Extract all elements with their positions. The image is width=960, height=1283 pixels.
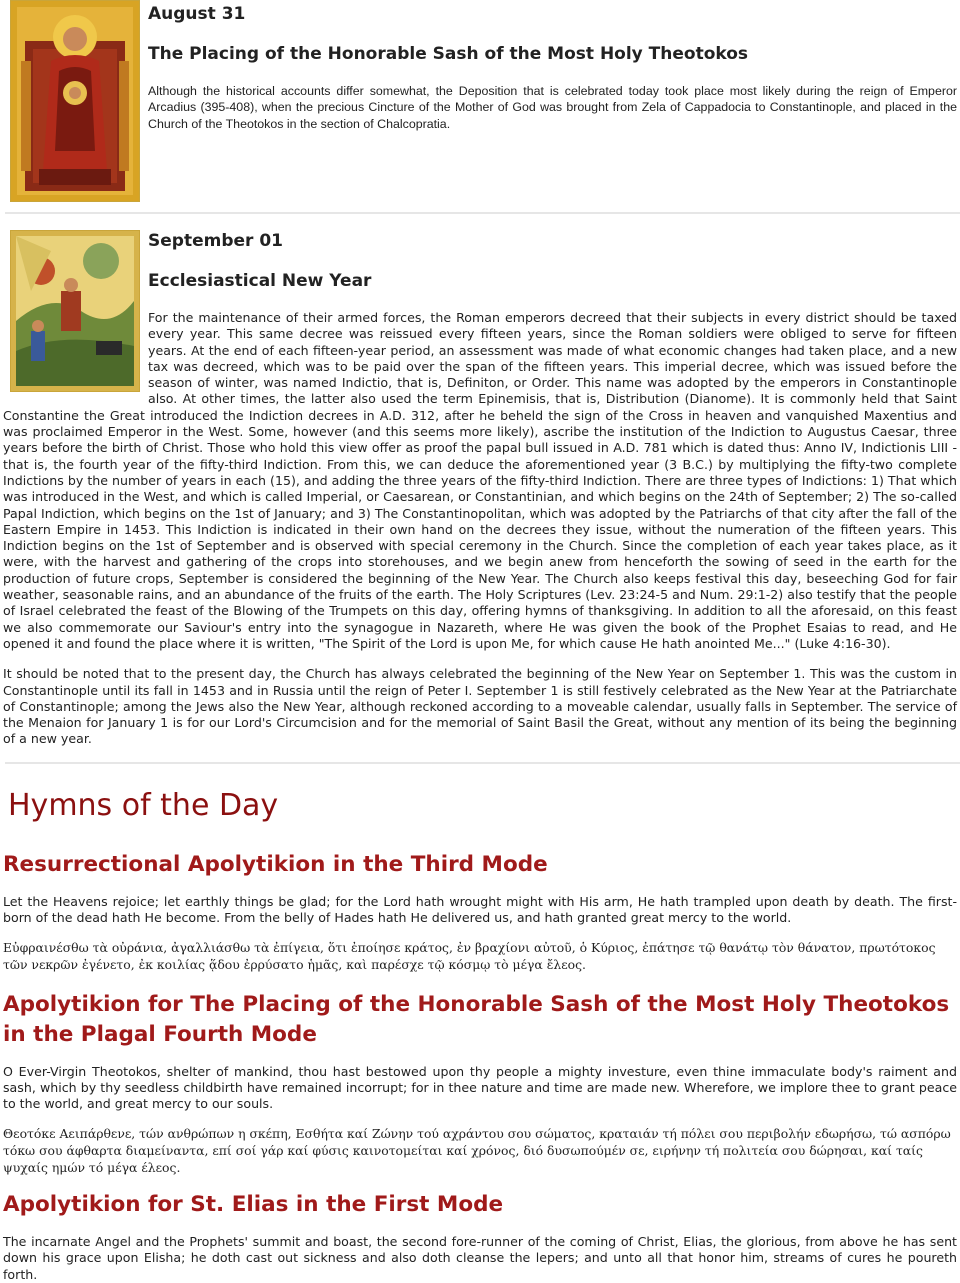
hymn-block (0, 1190, 960, 1283)
hymn-english-text: O Ever-Virgin Theotokos, shelter of mankind, thou hast bestowed upon thy people a mighty investure, even thine immaculate body's raiment and sash, which by thy seedless childbirth have remained incorrupt; for in thee nature and time are made new. Wherefore, we implore thee to grant peace to the world, and great mercy to our souls. (3, 1063, 957, 1112)
hymn-title: Apolytikion for The Placing of the Honorable Sash of the Most Holy Theotokos in the Plagal Fourth Mode (3, 991, 950, 1047)
entry-title: The Placing of the Honorable Sash of the Most Holy Theotokos (148, 44, 749, 64)
theotokos-enthroned-icon (11, 1, 139, 201)
entry-date: September 01 (148, 231, 283, 251)
entry-paragraph: It should be noted that to the present day, the Church has always celebrated the beginning of the New Year on September 1. This was the custom in Constantinople until its fall in 1453 and in Russia until the reign of Peter I. September 1 is still festively celebrated as the New Year at the Patriarchate of Constantinople; among the Jews also the New Year, although reckoned according to a moveable calendar, usually falls in September. The service of the Menaion for January 1 is for our Lord's Circumcision and for the memorial of Saint Basil the Great, without any mention of its being the beginning of a new year. (3, 666, 957, 747)
hymns-section (0, 788, 960, 1283)
entry-date: August 31 (148, 4, 246, 24)
harvest-scene-icon (11, 231, 139, 391)
hymn-block (0, 990, 960, 1177)
entry-september-01 (0, 214, 960, 748)
hymn-english-text: The incarnate Angel and the Prophets' summit and boast, the second fore-runner of the coming of Christ, Elias, the glorious, from above he has sent down his grace upon Elisha; he doth cast out sickness and also doth cleanse the lepers; and unto all that honor him, streams of cures he poureth forth. (3, 1234, 957, 1282)
hymn-title: Apolytikion for St. Elias in the First Mode (3, 1192, 504, 1218)
separator (5, 762, 960, 764)
entry-august-31 (0, 0, 960, 146)
entry-body (3, 310, 957, 748)
hymn-title: Resurrectional Apolytikion in the Third Mode (3, 851, 548, 877)
hymn-block (0, 850, 960, 974)
new-year-icon-image (10, 230, 140, 392)
entry-body (148, 83, 957, 132)
hymns-heading: Hymns of the Day (8, 787, 279, 823)
hymn-english-text: Let the Heavens rejoice; let earthly things be glad; for the Lord hath wrought might with His arm, He hath trampled upon death by death. The first-born of the dead hath He become. From the belly of Hades hath He delivered us, and hath granted great mercy to the world. (3, 893, 957, 926)
entry-paragraph: For the maintenance of their armed forces, the Roman emperors decreed that their subjects in every district should be taxed every year. This same decree was reissued every fifteen years, since the Roman soldiers were obliged to serve for fifteen years. At the end of each fifteen-year period, an assessment was made of what economic changes had taken place, and a new tax was decreed, which was to be paid over the span of the fifteen years. This imperial decree, which was issued before the season of winter, was named Indictio, that is, Definiton, or Order. This name was adopted by the emperors in Constantinople also. At other times, the latter also used the term Epinemisis, that is, Distribution (Dianome). It is commonly held that Saint Constantine the Great introduced the Indiction decrees in A.D. 312, after he beheld the sign of the Cross in heaven and vanquished Maxentius and was proclaimed Emperor in the West. Some, however (and this seems more likely), ascribe the institution of the Indiction to Augustus Caesar, three years before the birth of Christ. Those who hold this view offer as proof the papal bull issued in A.D. 781 which is dated thus: Anno IV, Indictionis LIII -that is, the fourth year of the fifty-third Indiction. From this, we can deduce the aforementioned year (3 B.C.) by multiplying the fifty-two complete Indictions by the number of years in each (15), and adding the three years of the fifty-third Indiction. There are three types of Indictions: 1) That which was introduced in the West, and which is called Imperial, or Caesarean, or Constantinian, and which begins on the 24th of September; 2) The so-called Papal Indiction, which begins on the 1st of January; and 3) The Constantinopolitan, which was adopted by the Patriarchs of that city after the fall of the Eastern Empire in 1453. This Indiction is indicated in their own hand on the decrees they issue, without the numeration of the fifteen years. This Indiction begins on the 1st of September and is observed with special ceremony in the Church. Since the completion of each year takes place, as it were, with the harvest and gathering of the crops into storehouses, and we begin anew from henceforth the sowing of seed in the earth for the production of future crops, September is considered the beginning of the New Year. The Church also keeps festival this day, beseeching God for fair weather, seasonable rains, and an abundance of the fruits of the earth. The Holy Scriptures (Lev. 23:24-5 and Num. 29:1-2) also testify that the people of Israel celebrated the feast of the Blowing of the Trumpets on this day, offering hymns of thanksgiving. In addition to all the aforesaid, on this feast we also commemorate our Saviour's entry into the synagogue in Nazareth, where He was given the book of the Prophet Esaias to read, and He opened it and found the place where it is written, "The Spirit of the Lord is upon Me, for which cause He hath anointed Me..." (Luke 4:16-30). (3, 310, 958, 651)
hymn-greek-text: Θεοτόκε Αειπάρθενε, τών ανθρώπων η σκέπη, Εσθήτα καί Ζώνην τού αχράντου σου σώματος, κραταιάν τή πόλει σου περιβολήν εδωρήσω, τώ ασπόρω τόκω σου άφθαρτα διαμείναντα, επί σοί γάρ καί φύσις καινοτομείται καί χρόνος, διό δυσωπούμέν σε, ειρήνην τή πολιτεία σου δώρησαι, καί ταίς ψυχαίς ημών τό μέγα έλεος. (3, 1126, 951, 1175)
hymn-greek-text: Εὐφραινέσθω τὰ οὐράνια, ἀγαλλιάσθω τὰ ἐπίγεια, ὅτι ἐποίησε κράτος, ἐν βραχίονι αὐτοῦ, ὁ Κύριος, ἐπάτησε τῷ θανάτῳ τὸν θάνατον, πρωτότοκος τῶν νεκρῶν ἐγένετο, ἐκ κοιλίας ᾅδου ἐρρύσατο ἡμᾶς, καὶ παρέσχε τῷ κόσμῳ τὸ μέγα ἔλεος. (3, 940, 936, 972)
entry-title: Ecclesiastical New Year (148, 271, 372, 291)
entry-paragraph: Although the historical accounts differ somewhat, the Deposition that is celebrated today took place most likely during the reign of Emperor Arcadius (395-408), when the precious Cincture of the Mother of God was brought from Zela of Cappadocia to Constantinople, and placed in the Church of the Theotokos in the section of Chalcopratia. (148, 84, 957, 131)
theotokos-icon-image (10, 0, 140, 202)
